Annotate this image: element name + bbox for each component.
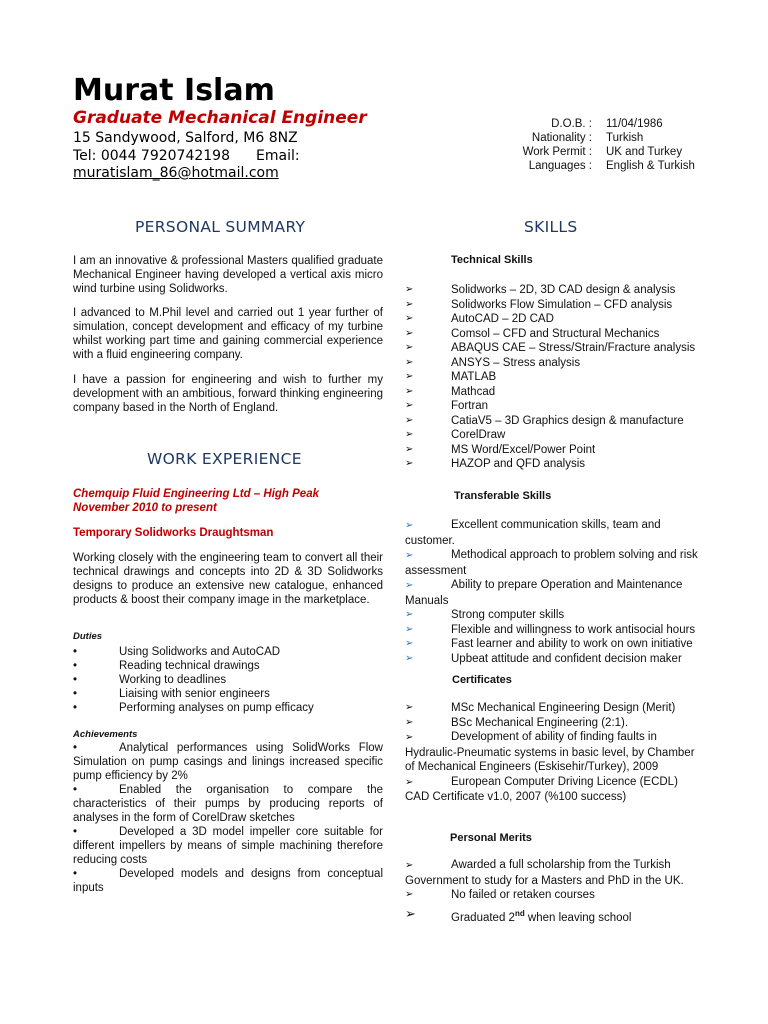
arrow-bullet-icon: ➢ [405, 580, 414, 591]
list-item: ➢ European Computer Driving Licence (ECDL) CAD Certificate v1.0, 2007 (%100 success) [405, 775, 678, 803]
summary-paragraph-3: I have a passion for engineering and wish to further my development with an ambitious, forward thinking engineering company based in the North of England. [73, 374, 383, 414]
technical-skills-list [405, 283, 705, 472]
arrow-bullet-icon: ➢ [405, 385, 414, 397]
list-item: ➢ Development of ability of finding faults in Hydraulic-Pneumatic systems in basic level, by Chamber of Mechanical Engineers (Eskisehir/Turkey), 2009 [405, 731, 695, 773]
list-item: ➢ Graduated 2nd when leaving school [405, 905, 632, 924]
personal-merits-label: Personal Merits [450, 832, 532, 844]
certificates-list [405, 701, 705, 805]
arrow-bullet-icon: ➢ [405, 609, 414, 620]
job-title: Temporary Solidworks Draughtsman [73, 527, 274, 539]
arrow-bullet-icon: ➢ [405, 371, 414, 382]
arrow-bullet-icon: ➢ [405, 313, 414, 324]
bullet-icon: • [73, 826, 78, 838]
list-item: • Analytical performances using SolidWorks Flow Simulation on pump casings and linings increased specific pump efficiency by 2% [73, 742, 383, 782]
arrow-bullet-icon: ➢ [405, 458, 414, 469]
arrow-bullet-icon: ➢ [405, 860, 414, 871]
list-item: ➢ Comsol – CFD and Structural Mechanics [405, 327, 660, 340]
arrow-bullet-icon: ➢ [405, 520, 414, 531]
arrow-bullet-icon: ➢ [405, 443, 414, 455]
list-item: ➢ Fortran [405, 400, 489, 412]
email-label: Email: [256, 147, 300, 164]
bullet-icon: • [73, 742, 78, 754]
arrow-bullet-icon: ➢ [405, 732, 414, 743]
list-item: • Developed models and designs from conceptual inputs [73, 868, 383, 894]
phone: Tel: 0044 7920742198 [73, 147, 230, 164]
arrow-bullet-icon: ➢ [405, 652, 414, 664]
duties-list [73, 645, 383, 715]
list-item: ➢ Excellent communication skills, team and customer. [405, 519, 661, 547]
job-period: November 2010 to present [73, 502, 217, 514]
list-item: ➢ Upbeat attitude and confident decision maker [405, 652, 682, 665]
list-item: ➢ No failed or retaken courses [405, 889, 595, 901]
detail-row: Nationality : Turkish [531, 132, 644, 144]
skills-heading: SKILLS [524, 218, 578, 236]
list-item: ➢ Flexible and willingness to work antisocial hours [405, 623, 696, 636]
list-item: • Using Solidworks and AutoCAD [73, 646, 281, 658]
list-item: ➢ ANSYS – Stress analysis [405, 356, 581, 369]
contact-block [73, 130, 393, 183]
personal-details [440, 117, 695, 173]
technical-skills-label: Technical Skills [451, 254, 533, 266]
duties-label: Duties [73, 631, 103, 642]
certificates-label: Certificates [452, 674, 512, 686]
list-item: ➢ Awarded a full scholarship from the Turkish Government to study for a Masters and PhD in the UK. [405, 859, 684, 887]
arrow-bullet-icon: ➢ [405, 623, 414, 635]
job-description: Working closely with the engineering team to convert all their technical drawings and concepts into 2D & 3D Solidworks designs to produce an extensive new catalogue, enhanced products & boost their company image in the marketplace. [73, 552, 383, 606]
list-item: • Enabled the organisation to compare the characteristics of their pumps by producing reports of analyses in the form of CorelDraw sketches [73, 784, 383, 824]
list-item: • Developed a 3D model impeller core suitable for different impellers by means of simple machining therefore reducing costs [73, 826, 383, 866]
bullet-icon: • [73, 868, 78, 880]
arrow-bullet-icon: ➢ [405, 327, 414, 339]
email-link[interactable]: muratislam_86@hotmail.com [73, 165, 279, 181]
list-item: ➢ BSc Mechanical Engineering (2:1). [405, 716, 629, 729]
list-item: ➢ Fast learner and ability to work on own initiative [405, 638, 693, 650]
arrow-bullet-icon: ➢ [405, 702, 414, 713]
arrow-bullet-icon: ➢ [405, 776, 414, 788]
bullet-icon: • [73, 688, 78, 700]
arrow-bullet-icon: ➢ [405, 284, 414, 295]
list-item: ➢ ABAQUS CAE – Stress/Strain/Fracture analysis [405, 342, 696, 354]
list-item: • Liaising with senior engineers [73, 688, 270, 700]
list-item: ➢ Solidworks – 2D, 3D CAD design & analysis [405, 284, 676, 296]
summary-paragraph-2: I advanced to M.Phil level and carried out 1 year further of simulation, concept development and efficacy of my turbine whilst working part time and gaining commercial experience with a fluid engineering company. [73, 307, 383, 361]
arrow-bullet-icon: ➢ [405, 298, 414, 310]
arrow-bullet-icon: ➢ [405, 400, 414, 411]
detail-row: D.O.B. : 11/04/1986 [551, 118, 663, 130]
list-item: • Working to deadlines [73, 674, 227, 686]
arrow-bullet-icon: ➢ [405, 889, 414, 900]
achievements-list [73, 741, 383, 895]
address: 15 Sandywood, Salford, M6 8NZ [73, 130, 298, 146]
phone-email-row [73, 148, 393, 166]
candidate-name: Murat Islam [73, 73, 275, 108]
arrow-bullet-icon: ➢ [405, 716, 414, 728]
arrow-bullet-icon: ➢ [405, 550, 414, 561]
bullet-icon: • [73, 674, 78, 686]
transferable-skills-list [405, 518, 705, 666]
bullet-icon: • [73, 784, 78, 796]
list-item: ➢ MSc Mechanical Engineering Design (Merit) [405, 702, 676, 714]
arrow-bullet-icon: ➢ [405, 905, 416, 921]
bullet-icon: • [73, 702, 78, 714]
list-item: ➢ MS Word/Excel/Power Point [405, 443, 596, 456]
list-item: ➢ Ability to prepare Operation and Maintenance Manuals [405, 579, 683, 607]
summary-paragraph-1: I am an innovative & professional Masters qualified graduate Mechanical Engineer having developed a vertical axis micro wind turbine using Solidworks. [73, 255, 383, 295]
arrow-bullet-icon: ➢ [405, 429, 414, 440]
list-item: ➢ MATLAB [405, 371, 497, 383]
list-item: • Performing analyses on pump efficacy [73, 702, 314, 714]
list-item: • Reading technical drawings [73, 660, 260, 672]
list-item: ➢ CorelDraw [405, 429, 506, 441]
list-item: ➢ Strong computer skills [405, 609, 565, 621]
list-item: ➢ CatiaV5 – 3D Graphics design & manufacture [405, 414, 684, 427]
achievements-label: Achievements [73, 729, 138, 740]
list-item: ➢ AutoCAD – 2D CAD [405, 313, 554, 325]
job-company [73, 487, 373, 515]
list-item: ➢ Methodical approach to problem solving and risk assessment [405, 549, 698, 577]
transferable-skills-label: Transferable Skills [454, 490, 552, 502]
arrow-bullet-icon: ➢ [405, 638, 414, 649]
personal-summary-heading: PERSONAL SUMMARY [135, 218, 306, 236]
detail-row: Work Permit : UK and Turkey [522, 146, 683, 158]
arrow-bullet-icon: ➢ [405, 356, 414, 368]
list-item: ➢ Mathcad [405, 385, 496, 398]
work-experience-heading: WORK EXPERIENCE [147, 450, 302, 468]
arrow-bullet-icon: ➢ [405, 342, 414, 353]
bullet-icon: • [73, 660, 78, 672]
bullet-icon: • [73, 646, 78, 658]
detail-row: Languages : English & Turkish [528, 160, 695, 172]
list-item: ➢ Solidworks Flow Simulation – CFD analysis [405, 298, 673, 311]
arrow-bullet-icon: ➢ [405, 414, 414, 426]
personal-merits-list [405, 858, 705, 925]
company-name: Chemquip Fluid Engineering Ltd – High Peak [73, 488, 319, 500]
candidate-subtitle: Graduate Mechanical Engineer [73, 108, 367, 128]
list-item: ➢ HAZOP and QFD analysis [405, 458, 586, 470]
